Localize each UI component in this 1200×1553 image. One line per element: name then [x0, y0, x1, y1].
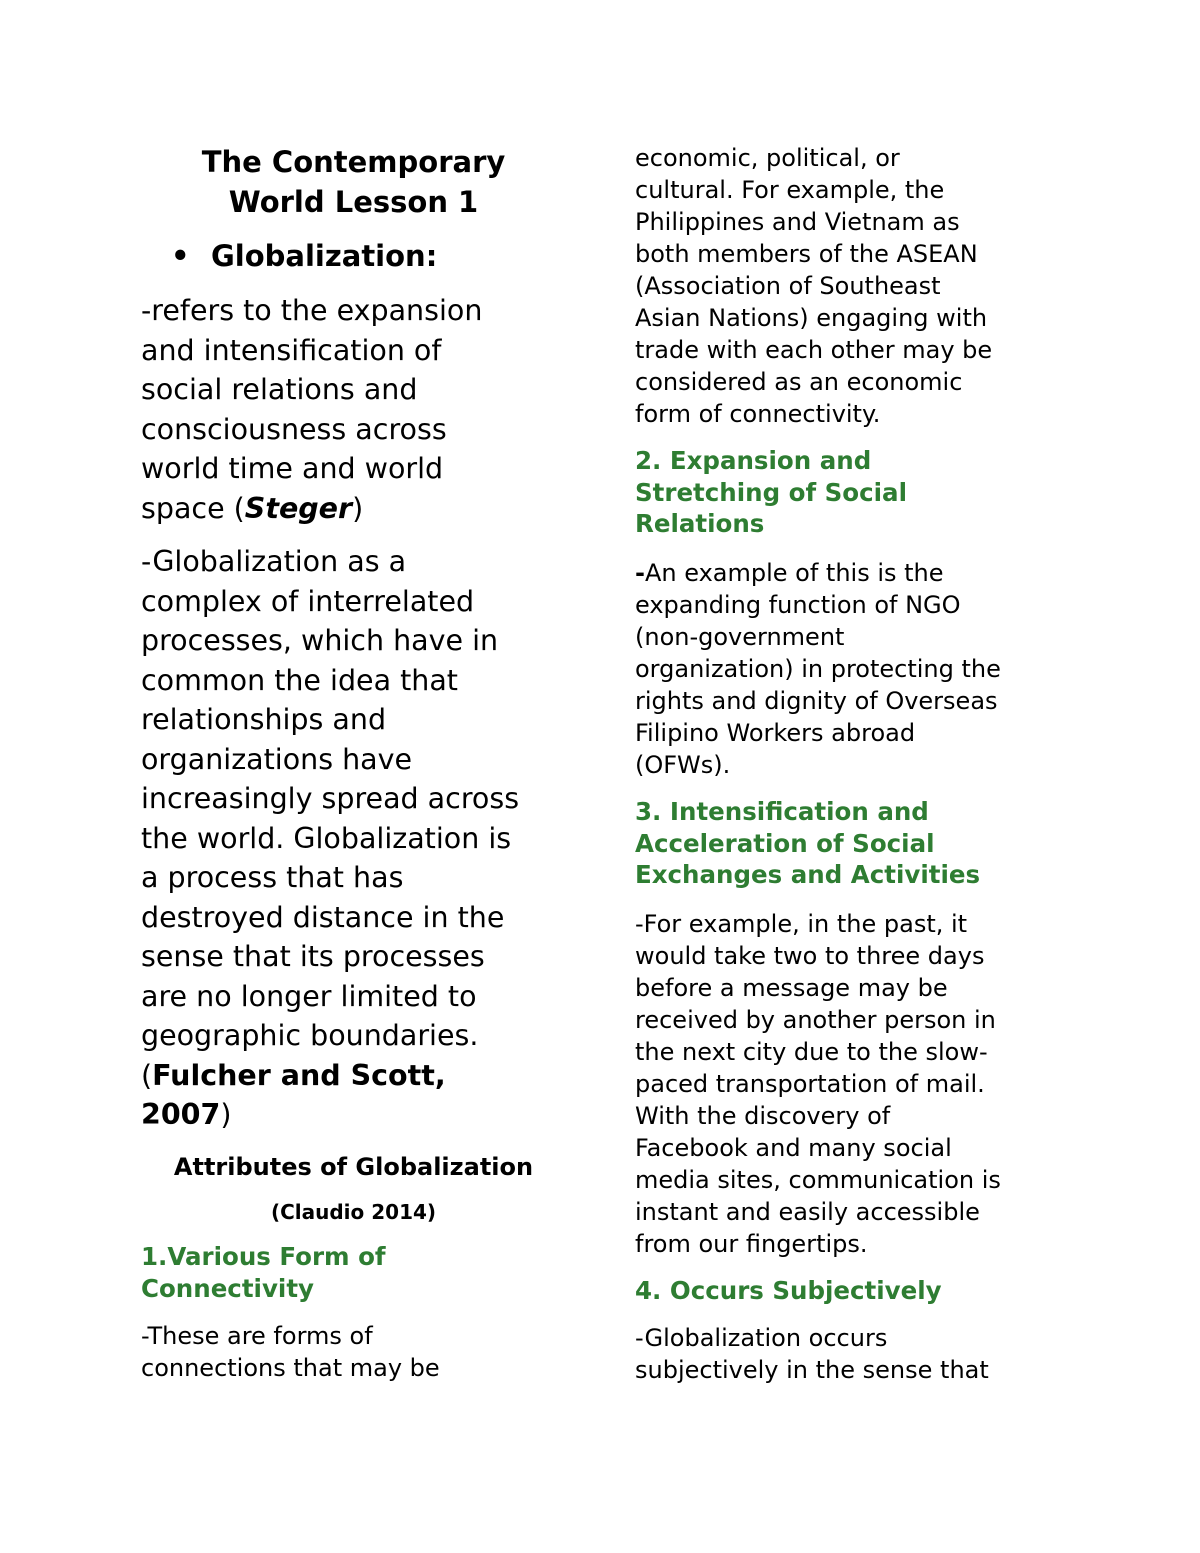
text-line: -Globalization as a [141, 545, 407, 578]
text-line: expanding function of NGO [635, 591, 961, 619]
text-fragment: - [635, 559, 645, 587]
text-line: (non-government [635, 623, 845, 651]
title-line: The Contemporary [201, 145, 506, 179]
text-line: instant and easily accessible [635, 1198, 980, 1226]
heading-line: 3. Intensification and [635, 797, 929, 826]
text-fragment: ) [352, 491, 364, 525]
text-line: from our fingertips. [635, 1230, 868, 1258]
text-line: considered as an economic [635, 368, 963, 396]
text-line [141, 489, 566, 529]
text-line: (OFWs). [635, 751, 731, 779]
text-line: cultural. For example, the [635, 176, 945, 204]
text-line: are no longer limited to [141, 979, 477, 1013]
text-line: relationships and [141, 703, 387, 736]
text-line: common the idea that [141, 663, 458, 697]
text-line: and intensification of [141, 333, 442, 367]
text-line: Filipino Workers abroad [635, 719, 916, 747]
text-line: the next city due to the slow- [635, 1038, 988, 1066]
text-line: -refers to the expansion [141, 294, 483, 327]
text-line: increasingly spread across [141, 782, 520, 815]
attribute-paragraph-2 [635, 557, 1001, 781]
heading-line: 2. Expansion and [635, 446, 872, 475]
text-line: Asian Nations) engaging with [635, 304, 988, 332]
text-line: (Association of Southeast [635, 272, 941, 300]
text-line: the world. Globalization is [141, 821, 512, 855]
text-line [141, 1056, 566, 1096]
bullet-heading-text: Globalization: [211, 239, 438, 273]
text-line: With the discovery of [635, 1102, 891, 1130]
text-line: -For example, in the past, it [635, 910, 968, 938]
heading-line: Exchanges and Activities [635, 860, 981, 889]
text-line: -Globalization occurs [635, 1324, 888, 1352]
text-line: world time and world [141, 452, 444, 485]
attribute-paragraph-3 [635, 908, 1001, 1260]
heading-line: Acceleration of Social [635, 828, 935, 858]
heading-line: 1.Various Form of [141, 1242, 386, 1271]
attribute-heading-4 [635, 1275, 942, 1307]
attributes-source: (Claudio 2014) [270, 1200, 437, 1224]
attribute-heading-1 [141, 1241, 386, 1304]
definition-steger [141, 291, 566, 528]
text-line: subjectively in the sense that [635, 1356, 989, 1384]
text-line: rights and dignity of Overseas [635, 687, 998, 715]
text-line [635, 557, 1001, 589]
text-line: before a message may be [635, 974, 948, 1002]
text-fragment: ) [220, 1098, 232, 1131]
text-line: economic, political, or [635, 144, 900, 172]
attribute-paragraph-1 [141, 1320, 440, 1384]
definition-fulcher-scott [141, 542, 566, 1135]
text-line: complex of interrelated [141, 584, 475, 618]
text-line: both members of the ASEAN [635, 240, 978, 268]
text-line: social relations and [141, 373, 418, 406]
text-line: consciousness across [141, 412, 447, 446]
bullet-icon: • [171, 239, 190, 273]
citation-author: Steger [244, 491, 353, 525]
text-line: organizations have [141, 742, 413, 776]
text-line: form of connectivity. [635, 400, 881, 428]
text-line: paced transportation of mail. [635, 1070, 985, 1098]
text-line: would take two to three days [635, 942, 985, 970]
text-fragment: ( [141, 1058, 153, 1092]
citation-year: 2007 [141, 1098, 221, 1131]
text-fragment: space ( [141, 491, 245, 525]
heading-line: Relations [635, 509, 765, 538]
attribute-heading-2 [635, 445, 907, 540]
text-line: media sites, communication is [635, 1166, 1001, 1194]
text-line: destroyed distance in the [141, 900, 505, 934]
text-line [141, 1095, 566, 1135]
text-line: processes, which have in [141, 624, 499, 657]
title-line: World Lesson 1 [228, 185, 479, 219]
text-fragment: An example of this is the [644, 559, 944, 587]
heading-line: Stretching of Social [635, 477, 907, 507]
text-line: Facebook and many social [635, 1134, 952, 1162]
heading-line: 4. Occurs Subjectively [635, 1276, 942, 1305]
text-line: trade with each other may be [635, 336, 993, 364]
attribute-paragraph-1-continued [635, 142, 992, 430]
text-line: connections that may be [141, 1354, 440, 1382]
text-line: geographic boundaries. [141, 1019, 479, 1052]
attribute-paragraph-4 [635, 1322, 989, 1386]
text-line: received by another person in [635, 1006, 996, 1034]
text-line: Philippines and Vietnam as [635, 208, 960, 236]
text-line: organization) in protecting the [635, 655, 1001, 683]
document-title [141, 142, 566, 222]
citation-author: Fulcher and Scott, [152, 1058, 446, 1092]
bullet-heading [171, 236, 437, 276]
heading-line: Connectivity [141, 1273, 314, 1303]
attributes-heading: Attributes of Globalization [173, 1153, 534, 1181]
text-line: a process that has [141, 861, 404, 894]
text-line: sense that its processes [141, 940, 485, 973]
text-line: -These are forms of [141, 1322, 373, 1350]
attribute-heading-3 [635, 796, 980, 891]
